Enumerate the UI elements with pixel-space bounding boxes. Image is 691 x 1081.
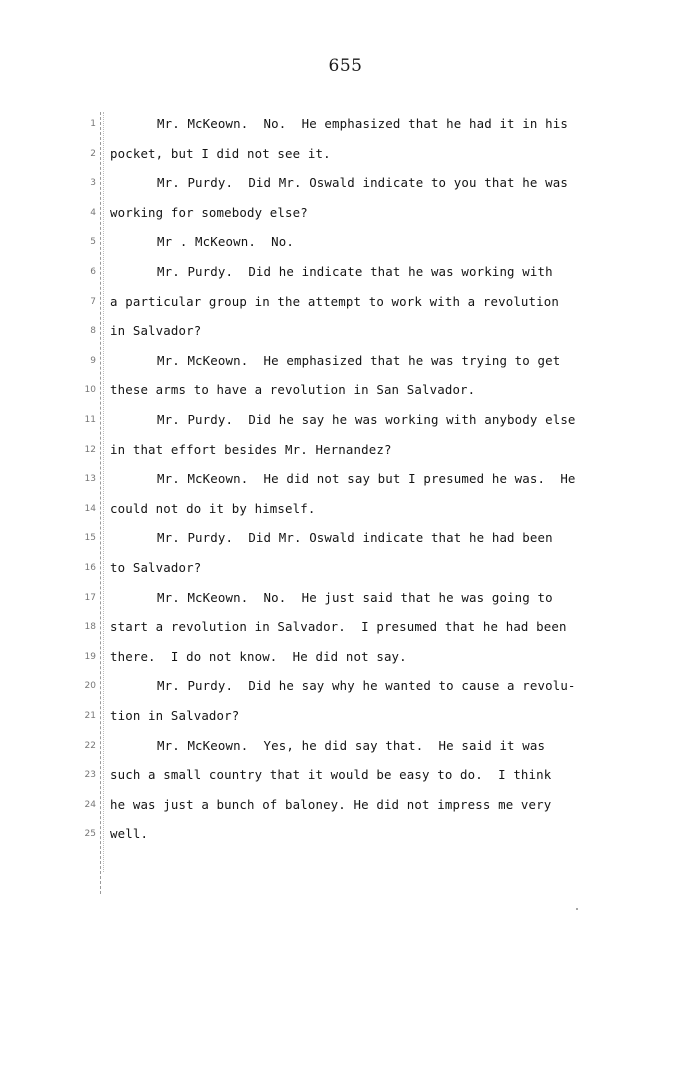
line-number: 14 bbox=[84, 503, 96, 514]
line-number: 21 bbox=[84, 711, 96, 721]
transcript-line: could not do it by himself. bbox=[110, 500, 316, 516]
transcript-line: in that effort besides Mr. Hernandez? bbox=[110, 441, 392, 457]
line-number: 13 bbox=[84, 474, 96, 485]
line-number: 9 bbox=[90, 355, 96, 366]
transcript-line: working for somebody else? bbox=[110, 204, 308, 220]
line-number: 12 bbox=[84, 444, 96, 455]
line-number: 20 bbox=[84, 681, 96, 692]
transcript-line: start a revolution in Salvador. I presumed that he had been bbox=[110, 619, 567, 635]
line-number: 23 bbox=[84, 770, 96, 781]
transcript-line: Mr. McKeown. He did not say but I presumed he was. He bbox=[157, 471, 576, 487]
scan-speck bbox=[576, 908, 578, 910]
transcript-line: there. I do not know. He did not say. bbox=[110, 648, 407, 664]
transcript-line: Mr . McKeown. No. bbox=[157, 234, 294, 250]
line-number: 19 bbox=[84, 651, 96, 662]
line-number: 3 bbox=[90, 178, 96, 189]
left-margin-rule bbox=[100, 112, 101, 894]
transcript-line: Mr. McKeown. Yes, he did say that. He said it was bbox=[157, 737, 546, 753]
line-number: 4 bbox=[90, 207, 96, 218]
line-number: 25 bbox=[84, 829, 96, 840]
page-number: 655 bbox=[328, 56, 363, 76]
transcript-line: he was just a bunch of baloney. He did not impress me very bbox=[110, 796, 552, 812]
transcript-line: pocket, but I did not see it. bbox=[110, 145, 331, 161]
left-margin-rule-inner bbox=[103, 112, 104, 872]
transcript-line: Mr. Purdy. Did he say he was working with anybody else bbox=[157, 412, 576, 427]
line-number: 15 bbox=[84, 533, 96, 544]
transcript-line: such a small country that it would be easy to do. I think bbox=[110, 767, 552, 783]
transcript-line: Mr. Purdy. Did Mr. Oswald indicate to you that he was bbox=[157, 175, 568, 191]
line-number: 22 bbox=[84, 740, 96, 751]
transcript-line: a particular group in the attempt to work with a revolution bbox=[110, 293, 559, 309]
transcript-line: in Salvador? bbox=[110, 323, 202, 339]
transcript-line: Mr. McKeown. No. He just said that he was going to bbox=[157, 589, 553, 605]
line-number: 1 bbox=[90, 119, 96, 129]
transcript-line: Mr. McKeown. He emphasized that he was trying to get bbox=[157, 352, 561, 368]
transcript-line: Mr. Purdy. Did Mr. Oswald indicate that he had been bbox=[157, 530, 553, 546]
line-number: 18 bbox=[84, 622, 96, 633]
line-number: 16 bbox=[84, 563, 96, 573]
line-number: 17 bbox=[84, 592, 96, 603]
transcript-line: tion in Salvador? bbox=[110, 708, 240, 723]
transcript-line: Mr. Purdy. Did he indicate that he was working with bbox=[157, 264, 553, 279]
transcript-line: these arms to have a revolution in San Salvador. bbox=[110, 382, 476, 398]
transcript-line: well. bbox=[110, 826, 149, 842]
line-number: 10 bbox=[84, 385, 96, 396]
line-number: 2 bbox=[90, 148, 96, 159]
transcript-line: Mr. Purdy. Did he say why he wanted to cause a revolu- bbox=[157, 678, 576, 694]
line-number: 24 bbox=[84, 799, 96, 810]
line-number: 6 bbox=[90, 267, 96, 277]
line-number: 5 bbox=[90, 237, 96, 248]
line-number: 11 bbox=[84, 415, 96, 425]
line-number: 7 bbox=[90, 296, 96, 307]
line-number: 8 bbox=[90, 326, 96, 337]
transcript-line: Mr. McKeown. No. He emphasized that he had it in his bbox=[157, 116, 568, 131]
transcript-line: to Salvador? bbox=[110, 560, 202, 575]
